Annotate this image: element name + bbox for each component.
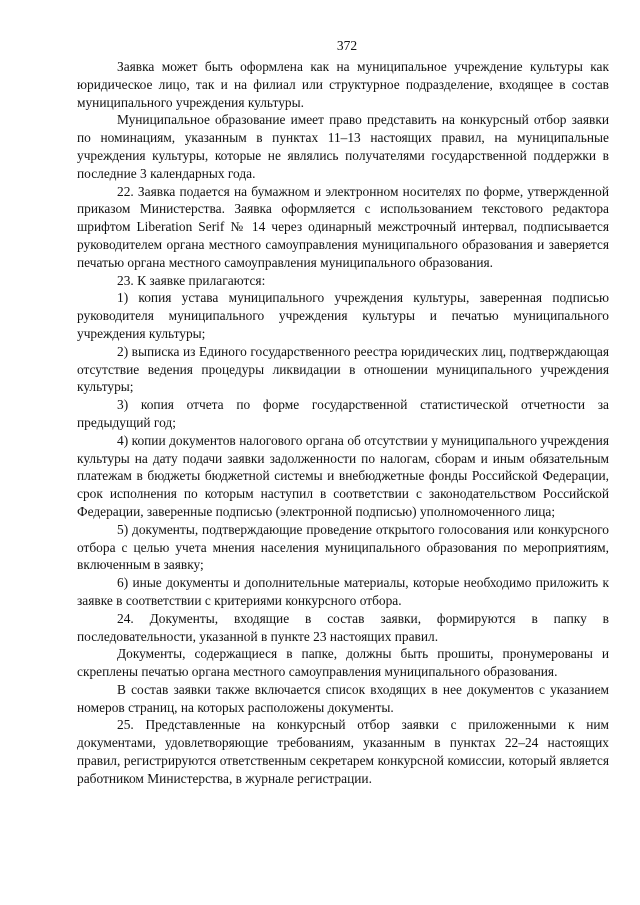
- list-item-5: 5) документы, подтверждающие проведение открытого голосования или конкурсного отбора с целью учета мнения населения муниципального образования по мероприятиям, включенным в заявку;: [77, 521, 609, 573]
- list-item-3: 3) копия отчета по форме государственной статистической отчетности за предыдущий год;: [77, 397, 609, 430]
- paragraph-clause-23: 23. К заявке прилагаются:: [117, 272, 266, 288]
- paragraph-folder-binding: Документы, содержащиеся в папке, должны быть прошиты, пронумерованы и скреплены печатью органа местного самоуправления муниципального образования.: [77, 646, 609, 680]
- list-item-1: 1) копия устава муниципального учреждения культуры, заверенная подписью руководителя муниципального учреждения культуры и печатью муниципального учреждения культуры;: [77, 290, 609, 341]
- page-number: 372: [336, 38, 358, 53]
- paragraph-clause-22: 22. Заявка подается на бумажном и электронном носителях по форме, утвержденной приказом Министерства. Заявка оформляется с использованием текстового редактора шрифтом Liberation Serif № 14 через одинарный межстрочный интервал, подписывается руководителем органа местного самоуправления муниципального образования и заверяется печатью органа местного самоуправления муниципального образования.: [77, 183, 609, 270]
- paragraph-municipal-right: Муниципальное образование имеет право представить на конкурсный отбор заявки по номинациям, указанным в пунктах 11–13 настоящих правил, на муниципальные учреждения культуры, которые не являлись получателями государственной поддержки в последние 3 календарных года.: [77, 112, 609, 181]
- list-item-2: 2) выписка из Единого государственного реестра юридических лиц, подтверждающая отсутствие ведения процедуры ликвидации в отношении муниципального учреждения культуры;: [77, 343, 609, 395]
- list-item-6: 6) иные документы и дополнительные материалы, которые необходимо приложить к заявке в соответствии с критериями конкурсного отбора.: [77, 575, 609, 608]
- paragraph-application-form: Заявка может быть оформлена как на муниципальное учреждение культуры как юридическое лицо, так и на филиал или структурное подразделение, входящее в состав муниципального учреждения культуры.: [77, 59, 609, 110]
- paragraph-document-list: В состав заявки также включается список входящих в нее документов с указанием номеров страниц, на которых расположены документы.: [77, 681, 609, 715]
- paragraph-clause-25: 25. Представленные на конкурсный отбор заявки с приложенными к ним документами, удовлетворяющие требованиям, указанным в пунктах 22–24 настоящих правил, регистрируются ответственным секретарем конкурсной комиссии, который является работником Министерства, в журнале регистрации.: [77, 717, 609, 786]
- document-body: [77, 58, 609, 788]
- list-item-4: 4) копии документов налогового органа об отсутствии у муниципального учреждения культуры на дату подачи заявки задолженности по налогам, сборам и иным обязательным платежам в бюджеты бюджетной системы и внебюджетные фонды Российской Федерации, срок исполнения по которым наступил в соответствии с законодательством Российской Федерации, заверенные подписью (электронной подписью) уполномоченного лица;: [77, 432, 609, 519]
- paragraph-clause-24: 24. Документы, входящие в состав заявки, формируются в папку в последовательности, указанной в пункте 23 настоящих правил.: [77, 610, 609, 644]
